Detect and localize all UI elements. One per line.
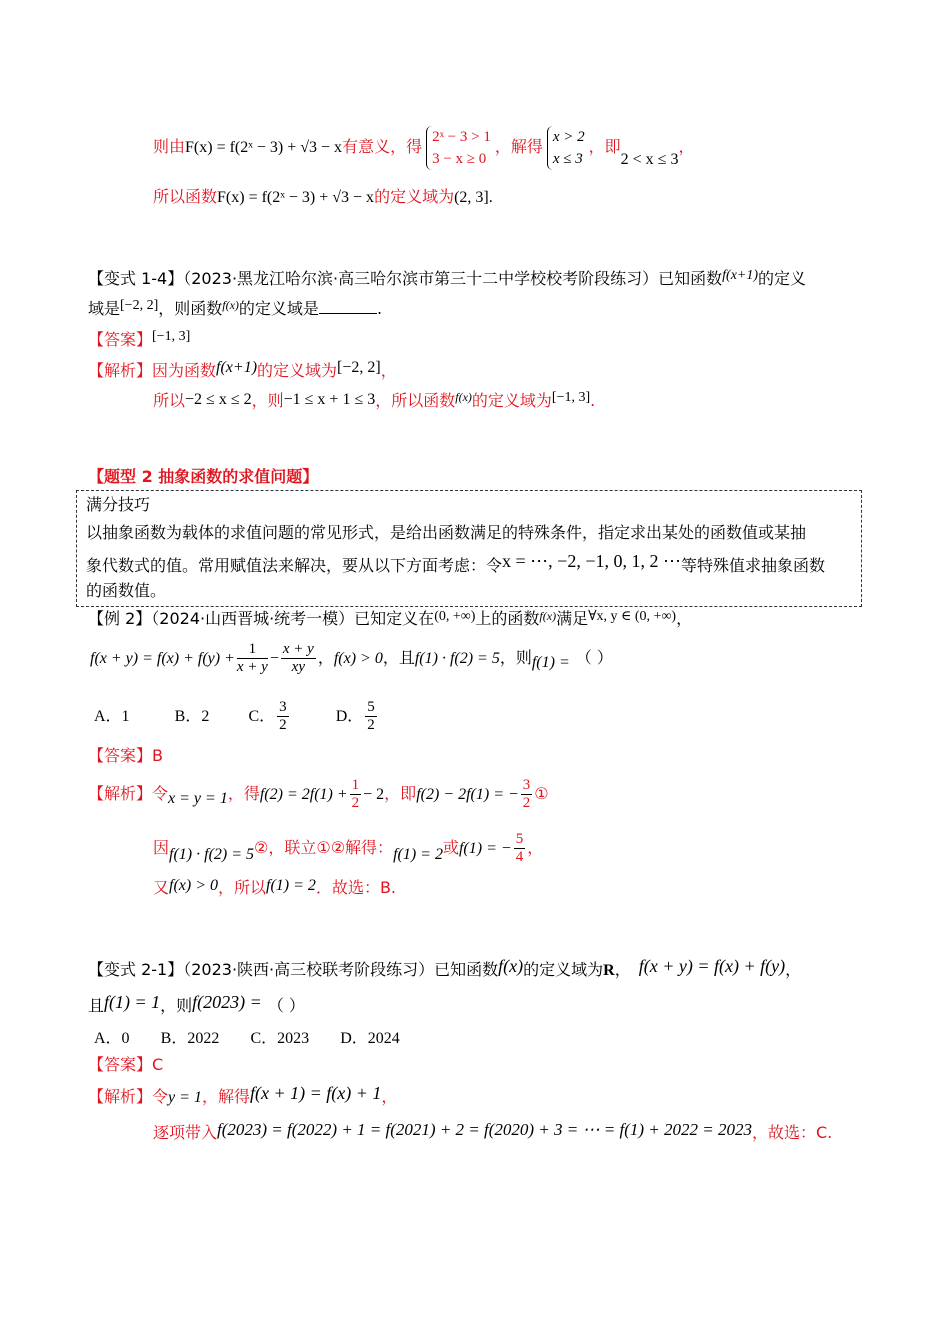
tips-line-1: 以抽象函数为载体的求值问题的常见形式，是给出函数满足的特殊条件，指定求出某处的函数值或某抽 xyxy=(86,523,807,542)
variant-2-1-analysis-1: 【解析】令y = 1，解得f(x + 1) = f(x) + 1， xyxy=(88,1083,398,1106)
example-2-line-1: 【例 2】（2024·山西晋城·统考一模）已知定义在(0, +∞)上的函数$^{f(x)}$满足∀x, y ∈ (0, +∞)， xyxy=(88,609,693,628)
option-A: A．0 xyxy=(94,1030,130,1047)
variant-tag: 【变式 2-1】 xyxy=(88,960,184,979)
option-C: C．2023 xyxy=(250,1030,310,1047)
fraction-2: $\frac{x + y}{xy}$ xyxy=(282,641,314,675)
tips-title: 满分技巧 xyxy=(86,495,151,514)
tips-line-2: 象代数式的值。常用赋值法来解决，要从以下方面考虑：令x = ⋯, −2, −1, 0, 1, 2 ⋯等特殊值求抽象函数 xyxy=(86,551,825,575)
example-2-analysis-2: 因f(1) · f(2) = 5②，联立①②解得：f(1) = 2或f(1) = − $\frac{5}{4}$ ， xyxy=(153,831,544,865)
system-2: x > 2 x ≤ 3 xyxy=(547,126,585,170)
variant-2-1-line-2: 且f(1) = 1，则f(2023) = （ ） xyxy=(88,992,305,1015)
top-line-1: 则由F(x) = f(2ˣ − 3) + √3 − x有意义，得 2ˣ − 3 > 1 3 − x ≥ 0 ，解得 x > 2 x ≤ 3 ，即2 < x ≤ 3， xyxy=(153,122,694,172)
example-2-analysis-1: 【解析】令x = y = 1，得f(2) = 2f(1) + $\frac{1}{2}$ − 2，即f(2) − 2f(1) = − $\frac{3}{2}$ ① xyxy=(88,777,549,811)
variant-2-1-options xyxy=(94,1027,400,1050)
option-B: B．2 xyxy=(174,708,210,725)
answer-blank xyxy=(319,299,377,314)
option-D: D．2024 xyxy=(340,1030,400,1047)
variant-2-1-answer: 【答案】C xyxy=(88,1055,164,1074)
variant-tag: 【变式 1-4】 xyxy=(88,269,184,288)
formula-F-2: F(x) = f(2ˣ − 3) + √3 − x xyxy=(217,189,375,206)
system-1: 2ˣ − 3 > 1 3 − x ≥ 0 xyxy=(426,126,491,170)
variant-1-4-answer: 【答案】[−1, 3] xyxy=(88,329,191,349)
option-D: D． xyxy=(335,708,364,725)
example-2-options: A．1 B．2 C． $\frac{3}{2}$ D． $\frac{5}{2}$ xyxy=(94,699,375,733)
tips-line-3: 的函数值。 xyxy=(86,581,167,600)
example-2-analysis-3: 又f(x) > 0，所以f(1) = 2．故选：B. xyxy=(153,877,397,897)
example-tag: 【例 2】 xyxy=(88,609,152,628)
formula-F: F(x) = f(2ˣ − 3) + √3 − x xyxy=(185,139,343,156)
variant-2-1-line-1: 【变式 2-1】（2023·陕西·高三校联考阶段练习）已知函数f(x)的定义域为R， f(x + y) = f(x) + f(y)， xyxy=(88,956,802,979)
top-line-2: 所以函数F(x) = f(2ˣ − 3) + √3 − x的定义域为(2, 3]. xyxy=(153,187,493,206)
option-A: A．1 xyxy=(94,708,130,725)
fraction-1: $\frac{1}{x + y}$ xyxy=(236,641,268,675)
example-2-line-2: f(x + y) = f(x) + f(y) + $\frac{1}{x + y}$ − $\frac{x + y}{xy}$ ，f(x) > 0，且f(1) · f(2) = 5，则f(1) = （ ） xyxy=(90,641,613,675)
tips-box xyxy=(76,490,862,607)
section-heading: 【题型 2 抽象函数的求值问题】 xyxy=(88,467,319,486)
variant-2-1-analysis-2: 逐项带入f(2023) = f(2022) + 1 = f(2021) + 2 = f(2020) + 3 = ⋯ = f(1) + 2022 = 2023，故选：C. xyxy=(153,1120,833,1142)
variant-1-4-analysis-1: 【解析】因为函数f(x+1)的定义域为[−2, 2]， xyxy=(88,359,397,380)
variant-1-4-line-1: 【变式 1-4】（2023·黑龙江哈尔滨·高三哈尔滨市第三十二中学校校考阶段练习）已知函数f(x+1)的定义 xyxy=(88,268,807,288)
option-C: C． xyxy=(248,708,276,725)
example-2-answer: 【答案】B xyxy=(88,746,163,765)
option-B: B．2022 xyxy=(160,1030,220,1047)
variant-1-4-line-2: 域是[−2, 2]，则函数$^{f(x)}$的定义域是 . xyxy=(88,298,383,318)
variant-1-4-analysis-2: 所以−2 ≤ x ≤ 2，则−1 ≤ x + 1 ≤ 3，所以函数$^{f(x)}$的定义域为[−1, 3]. xyxy=(153,390,596,410)
